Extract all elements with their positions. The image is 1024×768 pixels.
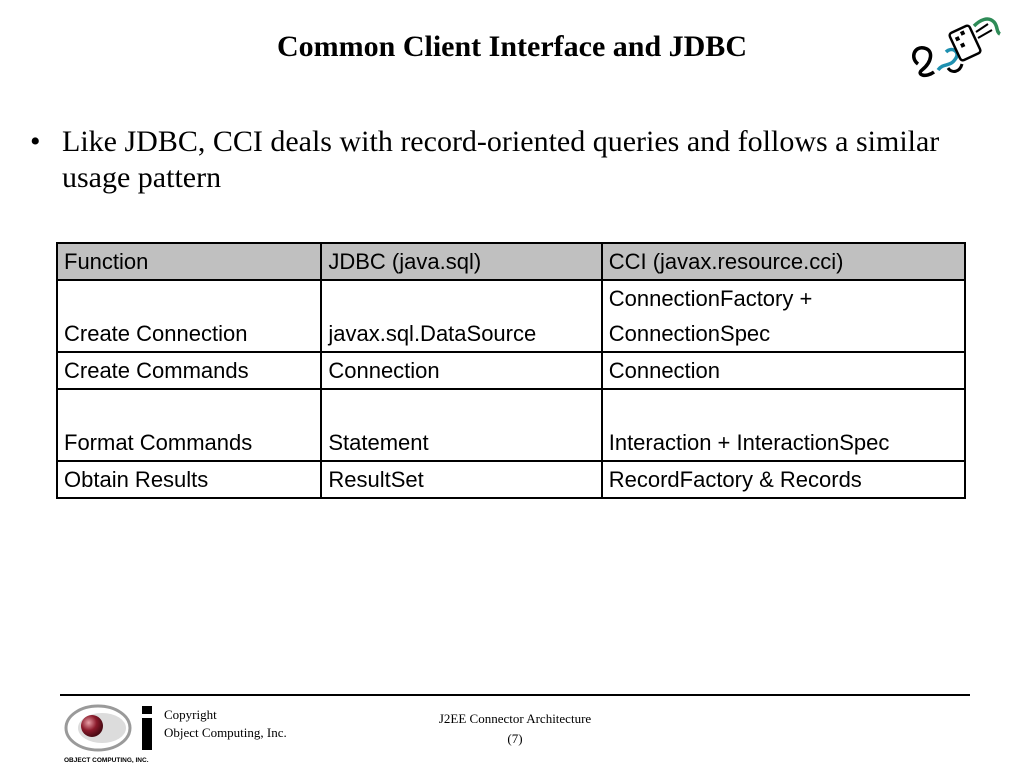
slide-title: Common Client Interface and JDBC bbox=[277, 30, 747, 63]
bullet-marker: • bbox=[30, 125, 41, 158]
table-cell: Interaction + InteractionSpec bbox=[602, 389, 965, 461]
table-header-row bbox=[57, 243, 965, 280]
table-row bbox=[57, 280, 965, 352]
bullet-text: Like JDBC, CCI deals with record-oriented queries and follows a similar usage pattern bbox=[62, 125, 940, 194]
footer-center bbox=[360, 709, 670, 749]
comparison-table bbox=[56, 242, 966, 499]
table-cell: Obtain Results bbox=[57, 461, 321, 498]
header-function: Function bbox=[57, 243, 321, 280]
copyright-label: Copyright bbox=[164, 707, 217, 722]
footer-copyright bbox=[164, 706, 287, 742]
plug-cable-logo-icon bbox=[908, 12, 1004, 84]
footer-divider bbox=[60, 694, 970, 696]
header-cci: CCI (javax.resource.cci) bbox=[602, 243, 965, 280]
cell-line: ConnectionSpec bbox=[608, 321, 771, 346]
table-cell: Connection bbox=[321, 352, 601, 389]
cell-line: ConnectionFactory + bbox=[608, 286, 813, 311]
table-cell: Connection bbox=[602, 352, 965, 389]
header-jdbc: JDBC (java.sql) bbox=[321, 243, 601, 280]
table-cell: javax.sql.DataSource bbox=[321, 280, 601, 352]
object-computing-logo bbox=[62, 702, 160, 764]
bullet-item bbox=[30, 124, 980, 196]
table-cell bbox=[602, 280, 965, 352]
table-cell: Format Commands bbox=[57, 389, 321, 461]
company-name: Object Computing, Inc. bbox=[164, 725, 287, 740]
table-row bbox=[57, 352, 965, 389]
table-cell: Create Commands bbox=[57, 352, 321, 389]
table-row bbox=[57, 461, 965, 498]
table-cell: Statement bbox=[321, 389, 601, 461]
table-row bbox=[57, 389, 965, 461]
table-cell: ResultSet bbox=[321, 461, 601, 498]
page-number: (7) bbox=[507, 731, 523, 746]
table-cell: RecordFactory & Records bbox=[602, 461, 965, 498]
course-title: J2EE Connector Architecture bbox=[438, 711, 592, 726]
table-cell: Create Connection bbox=[57, 280, 321, 352]
logo-text: OBJECT COMPUTING, INC. bbox=[64, 757, 149, 764]
